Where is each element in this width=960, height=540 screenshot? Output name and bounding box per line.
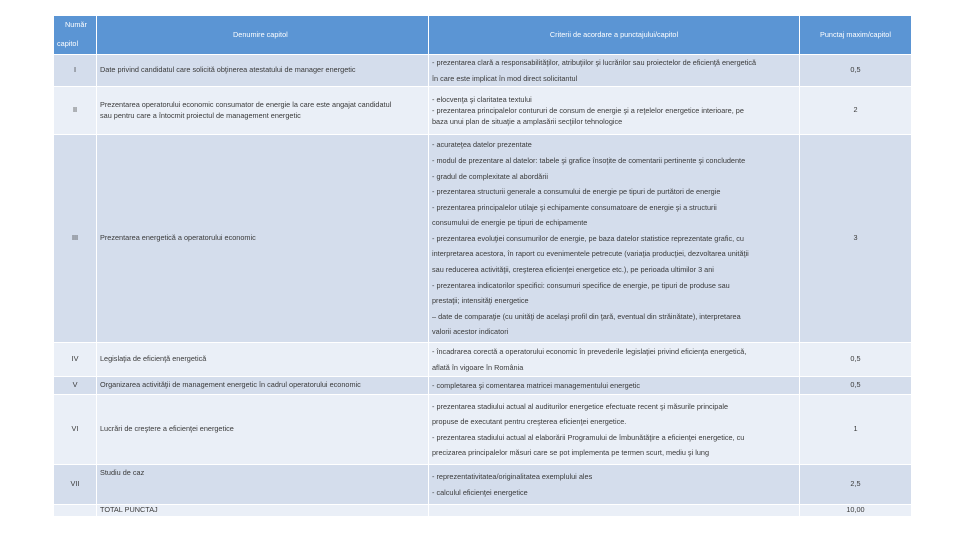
chapter-name-line: Legislaţia de eficienţă energetică xyxy=(100,354,207,364)
total-points: 10,00 xyxy=(800,505,912,517)
chapter-points: 0,5 xyxy=(800,55,912,87)
chapter-name-line: Prezentarea operatorului economic consumator de energie la care este angajat candidatul xyxy=(100,100,392,110)
criteria-line: în care este implicat în mod direct solicitantul xyxy=(432,73,578,83)
table-row xyxy=(54,377,912,395)
chapter-name-line: Date privind candidatul care solicită obţinerea atestatului de manager energetic xyxy=(100,65,356,75)
table-row xyxy=(54,395,912,465)
header-number-line1: Număr xyxy=(65,20,87,30)
total-label: TOTAL PUNCTAJ xyxy=(97,505,429,517)
criteria-line: consumului de energie pe tipuri de echipamente xyxy=(432,218,588,228)
criteria-line: precizarea principalelor măsuri care se pot implementa pe termen scurt, mediu şi lung xyxy=(432,448,710,458)
header-max-points: Punctaj maxim/capitol xyxy=(800,16,912,55)
header-criteria: Criterii de acordare a punctajului/capitol xyxy=(429,16,800,55)
criteria-line: - prezentarea principalelor contururi de consum de energie şi a reţelelor energetice interioare, pe xyxy=(432,106,744,116)
header-chapter-name: Denumire capitol xyxy=(97,16,429,55)
header-row xyxy=(54,16,912,55)
criteria-line: - modul de prezentare al datelor: tabele şi grafice însoţite de comentarii pertinente şi concludente xyxy=(432,155,746,165)
chapter-criteria xyxy=(429,465,800,505)
criteria-line: - gradul de complexitate al abordării xyxy=(432,171,549,181)
table-row xyxy=(54,135,912,343)
chapter-name-line: Lucrări de creştere a eficienţei energetice xyxy=(100,424,234,434)
criteria-line: interpretarea acestora, în raport cu evenimentele petrecute (variaţia producţiei, dezvoltarea unităţii xyxy=(432,249,749,259)
criteria-line: valorii acestor indicatori xyxy=(432,327,509,337)
chapter-name xyxy=(97,135,429,343)
header-chapter-number xyxy=(54,16,97,55)
criteria-line: – date de comparaţie (cu unităţi de acelaşi profil din ţară, eventual din străinătate), interpretarea xyxy=(432,311,741,321)
criteria-line: - prezentarea indicatorilor specifici: consumuri specifice de energie, pe tipuri de produse sau xyxy=(432,280,730,290)
criteria-line: - prezentarea clară a responsabilităţilor, atribuţiilor şi lucrărilor sau proiectelor de eficienţă energetică xyxy=(432,58,757,67)
chapter-points: 3 xyxy=(800,135,912,343)
chapter-number: II xyxy=(54,87,97,135)
header-number-line2: capitol xyxy=(57,39,79,48)
scoring-table xyxy=(53,15,912,517)
chapter-criteria xyxy=(429,87,800,135)
chapter-criteria xyxy=(429,395,800,465)
chapter-number: VII xyxy=(54,465,97,505)
chapter-points: 0,5 xyxy=(800,377,912,395)
criteria-line: - calculul eficienţei energetice xyxy=(432,487,528,497)
criteria-line: - reprezentativitatea/originalitatea exemplului ales xyxy=(432,472,593,482)
chapter-number: IV xyxy=(54,343,97,377)
total-empty-cell xyxy=(54,505,97,517)
chapter-name xyxy=(97,55,429,87)
table-body xyxy=(54,55,912,517)
chapter-number: VI xyxy=(54,395,97,465)
chapter-name xyxy=(97,377,429,395)
chapter-number: I xyxy=(54,55,97,87)
criteria-line: - acurateţea datelor prezentate xyxy=(432,140,532,150)
chapter-number: III xyxy=(54,135,97,343)
chapter-criteria xyxy=(429,135,800,343)
chapter-criteria xyxy=(429,377,800,395)
criteria-line: - prezentarea structurii generale a consumului de energie pe tipuri de purtători de energie xyxy=(432,187,721,197)
chapter-points: 0,5 xyxy=(800,343,912,377)
chapter-points: 2 xyxy=(800,87,912,135)
criteria-line: - prezentarea stadiului actual al elaborării Programului de îmbunătăţire a eficienţei energetice, cu xyxy=(432,432,745,442)
criteria-line: - prezentarea principalelor utilaje şi echipamente consumatoare de energie şi a structurii xyxy=(432,202,717,212)
criteria-line: propuse de executant pentru creşterea eficienţei energetice. xyxy=(432,417,627,427)
table-row xyxy=(54,343,912,377)
chapter-name-line: sau pentru care a întocmit proiectul de management energetic xyxy=(100,110,301,120)
criteria-line: - prezentarea evoluţiei consumurilor de energie, pe baza datelor statistice reprezentate grafic, cu xyxy=(432,233,744,243)
chapter-name xyxy=(97,465,429,505)
table-row xyxy=(54,87,912,135)
chapter-name-line: Studiu de caz xyxy=(100,468,145,478)
chapter-name xyxy=(97,343,429,377)
chapter-points: 2,5 xyxy=(800,465,912,505)
chapter-points: 1 xyxy=(800,395,912,465)
table-row xyxy=(54,55,912,87)
total-criteria-empty xyxy=(429,505,800,517)
criteria-line: - prezentarea stadiului actual al auditurilor energetice efectuate recent şi măsurile principale xyxy=(432,401,729,411)
chapter-name xyxy=(97,87,429,135)
criteria-line: aflată în vigoare în România xyxy=(432,362,524,372)
chapter-name-line: Prezentarea energetică a operatorului economic xyxy=(100,233,256,243)
table-row xyxy=(54,465,912,505)
total-row xyxy=(54,505,912,517)
chapter-number: V xyxy=(54,377,97,395)
criteria-line: prestaţii; intensităţi energetice xyxy=(432,296,529,306)
chapter-criteria xyxy=(429,55,800,87)
criteria-line: - completarea şi comentarea matricei managementului energetic xyxy=(432,381,641,391)
chapter-name-line: Organizarea activităţii de management energetic în cadrul operatorului economic xyxy=(100,380,361,390)
criteria-line: - încadrarea corectă a operatorului economic în prevederile legislaţiei privind eficienţa energetică, xyxy=(432,347,747,357)
chapter-name xyxy=(97,395,429,465)
criteria-line: baza unui plan de situaţie a amplasării secţiilor tehnologice xyxy=(432,117,623,127)
criteria-line: sau reducerea activităţii, creşterea eficienţei energetice etc.), pe perioada ultimilor 3 ani xyxy=(432,265,714,275)
criteria-line: - elocvenţa şi claritatea textului xyxy=(432,95,532,105)
chapter-criteria xyxy=(429,343,800,377)
